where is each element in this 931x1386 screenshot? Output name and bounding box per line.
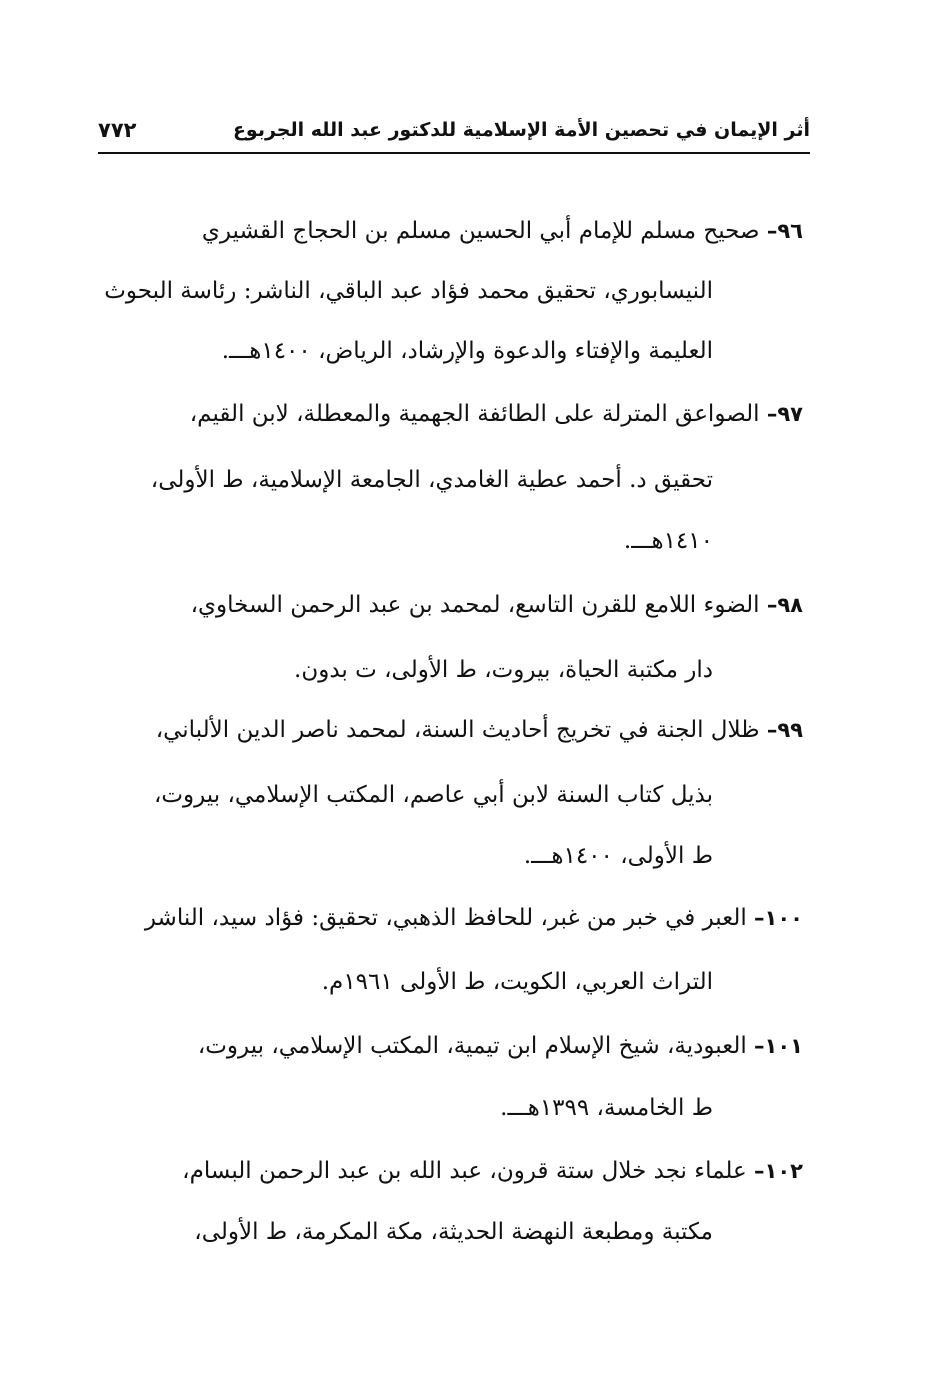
reference-99-line-1 [156, 710, 803, 750]
reference-96-line-3: العليمة والإفتاء والدعوة والإرشاد، الرياض، ١٤٠٠هـــ. [221, 338, 713, 364]
reference-102-line-2: مكتبة ومطبعة النهضة الحديثة، مكة المكرمة، ط الأولى، [194, 1219, 713, 1245]
reference-98-line-2: دار مكتبة الحياة، بيروت، ط الأولى، ت بدون. [294, 657, 713, 683]
reference-number: ٩٦– [766, 219, 803, 243]
reference-text: الصواعق المترلة على الطائفة الجهمية والمعطلة، لابن القيم، [189, 401, 760, 427]
reference-97-line-3: ١٤١٠هـــ. [623, 528, 713, 554]
reference-text: العبودية، شيخ الإسلام ابن تيمية، المكتب الإسلامي، بيروت، [197, 1033, 747, 1059]
reference-text: صحيح مسلم للإمام أبي الحسين مسلم بن الحجاج القشيري [201, 218, 760, 244]
reference-100-line-2: التراث العربي، الكويت، ط الأولى ١٩٦١م. [321, 969, 713, 995]
reference-number: ٩٧– [766, 402, 803, 426]
reference-number: ١٠١– [754, 1034, 803, 1058]
reference-96-line-2: النيسابوري، تحقيق محمد فؤاد عبد الباقي، الناشر: رئاسة البحوث [104, 278, 713, 304]
reference-98-line-1 [191, 585, 803, 625]
reference-text: الضوء اللامع للقرن التاسع، لمحمد بن عبد الرحمن السخاوي، [190, 592, 760, 618]
reference-96-line-1 [201, 211, 803, 251]
reference-number: ٩٩– [766, 718, 803, 742]
reference-text: ظلال الجنة في تخريج أحاديث السنة، لمحمد ناصر الدين الألباني، [155, 717, 760, 743]
reference-number: ١٠٠– [754, 906, 803, 930]
reference-number: ١٠٢– [754, 1159, 803, 1183]
reference-100-line-1 [145, 898, 803, 938]
page-number: ٧٧٢ [98, 118, 137, 142]
running-title: أثر الإيمان في تحصين الأمة الإسلامية للدكتور عبد الله الجربوع [232, 119, 810, 141]
reference-102-line-1 [182, 1151, 803, 1191]
reference-99-line-3: ط الأولى، ١٤٠٠هـــ. [523, 843, 713, 869]
reference-text: العبر في خبر من غبر، للحافظ الذهبي، تحقيق: فؤاد سيد، الناشر [144, 905, 747, 931]
page-header [98, 112, 810, 154]
reference-101-line-2: ط الخامسة، ١٣٩٩هـــ. [500, 1095, 713, 1121]
reference-97-line-1 [190, 394, 803, 434]
reference-97-line-2: تحقيق د. أحمد عطية الغامدي، الجامعة الإسلامية، ط الأولى، [150, 467, 713, 493]
reference-99-line-2: بذيل كتاب السنة لابن أبي عاصم، المكتب الإسلامي، بيروت، [153, 782, 713, 808]
reference-number: ٩٨– [766, 593, 803, 617]
reference-text: علماء نجد خلال ستة قرون، عبد الله بن عبد الرحمن البسام، [182, 1158, 747, 1184]
reference-101-line-1 [198, 1026, 803, 1066]
